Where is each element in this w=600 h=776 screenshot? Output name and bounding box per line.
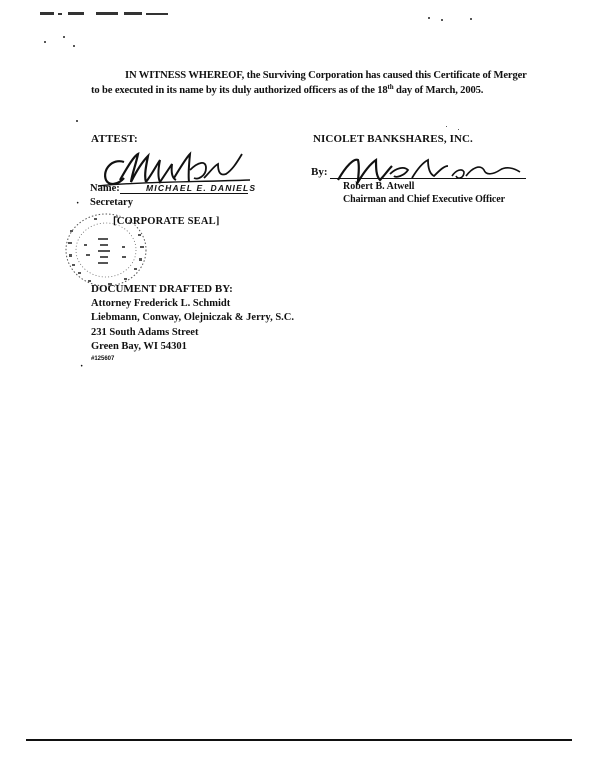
fax-speck <box>73 45 75 47</box>
fax-speck <box>428 17 430 19</box>
witness-text-end: day of March, 2005. <box>393 85 484 96</box>
drafted-by-line: Liebmann, Conway, Olejniczak & Jerry, S.C. <box>91 312 295 323</box>
by-label: By: <box>311 166 328 178</box>
drafted-by-block <box>91 282 294 363</box>
signer-title: Chairman and Chief Executive Officer <box>343 194 505 205</box>
witness-text: IN WITNESS WHEREOF, the Surviving Corporation has caused this Certificate of Merger to be executed in its name by its duly authorized officers as of the 18 <box>91 70 527 96</box>
fax-speck <box>446 126 447 127</box>
name-label: Name: <box>90 183 120 194</box>
secretary-title: Secretary <box>90 197 133 208</box>
witness-paragraph <box>91 68 531 98</box>
company-name: NICOLET BANKSHARES, INC. <box>313 133 473 145</box>
name-underline <box>120 193 248 194</box>
corporate-seal-label: [CORPORATE SEAL] <box>113 216 220 227</box>
fax-speck <box>44 41 46 43</box>
signer-name: Robert B. Atwell <box>343 181 415 192</box>
footer-rule <box>26 739 572 741</box>
fax-speck <box>63 36 65 38</box>
drafted-by-line: Green Bay, WI 54301 <box>91 341 187 352</box>
date-superscript: th <box>387 83 394 91</box>
fax-speck <box>470 18 472 20</box>
drafted-by-line: 231 South Adams Street <box>91 326 199 338</box>
fax-speck <box>76 120 78 122</box>
fax-speck <box>441 19 443 21</box>
fax-speck <box>458 129 459 130</box>
drafted-by-line: Attorney Frederick L. Schmidt <box>91 297 231 309</box>
document-id: #125607 <box>91 355 115 362</box>
signature-line <box>330 178 526 179</box>
fax-header-artifact <box>40 9 170 19</box>
attest-label: ATTEST: <box>91 133 138 145</box>
margin-dot: · <box>76 198 80 209</box>
secretary-printed-name: MICHAEL E. DANIELS <box>146 183 257 193</box>
drafted-by-title: DOCUMENT DRAFTED BY: <box>91 283 233 295</box>
margin-dot: · <box>80 361 84 372</box>
